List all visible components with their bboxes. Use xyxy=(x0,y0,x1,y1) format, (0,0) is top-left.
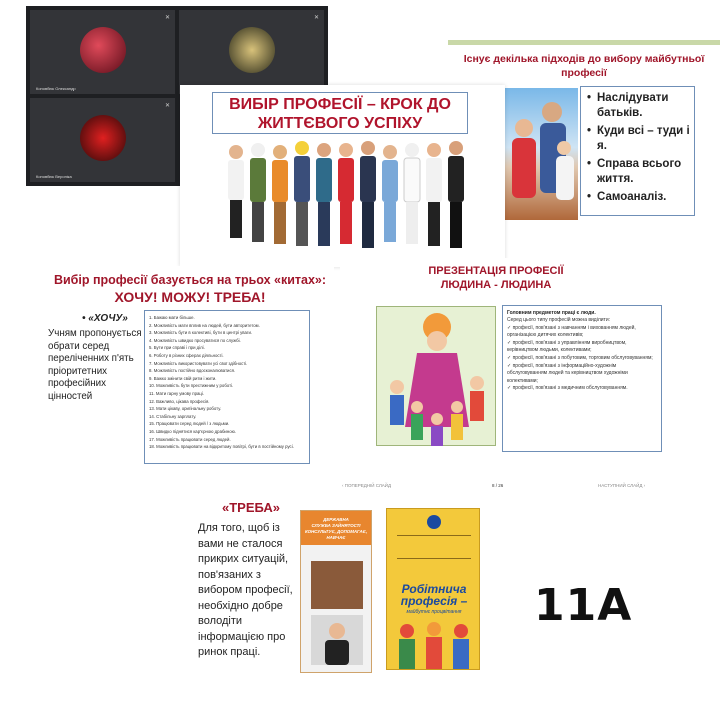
slide-career-choice-title: ВИБІР ПРОФЕСІЇ – КРОК ДО ЖИТТЄВОГО УСПІХУ xyxy=(212,92,468,134)
booklet-photo-woman xyxy=(311,615,363,665)
participant-tile[interactable] xyxy=(30,98,175,182)
hochu-label: «ХОЧУ» xyxy=(88,313,128,324)
slide-treba-title: «ТРЕБА» xyxy=(222,500,280,515)
value-item: 3. Можливість бути в колективі, бути в центрі уваги. xyxy=(149,330,253,336)
profession-type-item: ✓ професії, пов'язані з інформаційно-художнім обслуговуванням людей та керівництвом художніми колективами; xyxy=(507,362,628,384)
booklet-header xyxy=(301,511,371,545)
slide-counter: 8 / 26 xyxy=(492,483,504,488)
value-item: 12. Важливо, цікава професія. xyxy=(149,398,210,404)
value-item: 15. Працювати серед людей / з людьми. xyxy=(149,421,230,427)
ministry-emblem-icon xyxy=(427,515,441,529)
booklet-line: ДЕРЖАВНА xyxy=(323,517,349,522)
family-illustration xyxy=(504,88,578,220)
value-item: 14. Стабільну зарплату. xyxy=(149,413,197,419)
approaches-box xyxy=(580,86,695,216)
slide-top-bar xyxy=(448,40,720,45)
booklet-line: СЛУЖБА ЗАЙНЯТОСТІ xyxy=(311,523,361,528)
mic-muted-icon: ✕ xyxy=(313,15,319,21)
woman-illustration xyxy=(311,615,363,665)
worker-profession-booklet xyxy=(386,508,480,670)
slide-person-person-title xyxy=(380,264,612,292)
approach-item: • Самоаналіз. xyxy=(587,190,690,205)
employment-service-booklet xyxy=(300,510,372,673)
person-person-box xyxy=(502,305,662,452)
professions-people-photo xyxy=(222,138,468,258)
value-item: 2. Можливість мати вплив на людей, бути авторитетом. xyxy=(149,322,260,328)
next-slide-link[interactable]: НАСТУПНИЙ СЛАЙД › xyxy=(598,483,646,488)
value-item: 10. Можливість бути престижним у роботі. xyxy=(149,383,234,389)
value-item: 5. Бути при справі і при ділі. xyxy=(149,345,205,351)
approach-item: • Куди всі – туди і я. xyxy=(587,124,690,154)
profession-type-item: ✓ професії, пов'язані з медичним обслуговуванням. xyxy=(507,385,628,392)
profession-type-item: ✓ професії, пов'язані з побутовим, торговим обслуговуванням; xyxy=(507,354,653,361)
family-photo xyxy=(504,88,578,220)
value-item: 18. Можливість працювати на відкритому повітрі, бути в постійному русі. xyxy=(149,444,294,450)
booklet-photo-office xyxy=(311,561,363,609)
participant-avatar xyxy=(229,27,275,73)
approaches-list xyxy=(587,91,690,205)
participant-avatar xyxy=(80,115,126,161)
value-item: 17. Можливість працювати серед людей. xyxy=(149,436,231,442)
value-item: 7. Можливість використовувати усі свої здібності. xyxy=(149,360,248,366)
teacher-children-illustration xyxy=(376,306,496,446)
teacher-illustration xyxy=(377,307,497,447)
participant-tile[interactable] xyxy=(179,10,324,94)
profession-type-item: ✓ професії, пов'язані з управлінням виробництвом, керівництвом людьми, колективами; xyxy=(507,339,627,354)
value-item: 16. Швидко піднятися кар'єрною драбиною. xyxy=(149,428,236,434)
booklet-line: НАВЧАЄ xyxy=(326,535,346,540)
slide-treba-text: Для того, щоб із вами не сталося прикрих ситуацій, пов'язаних з вибором професії, необхідно добре володіти інформацією про ринок праці. xyxy=(198,522,293,658)
value-item: 4. Можливість швидко просуватися по службі. xyxy=(149,337,241,343)
participant-tile[interactable] xyxy=(30,10,175,94)
booklet-subtitle: майбутнє процвітання xyxy=(406,609,462,615)
mic-muted-icon: ✕ xyxy=(164,103,170,109)
participant-name: Коновбюк Вероніка xyxy=(36,174,72,179)
hochu-description: Учням пропонується обрати серед переліченних п'ять пріоритетних професійних цінностей xyxy=(48,328,142,402)
value-item: 8. Можливість постійно вдосконалюватися. xyxy=(149,368,236,374)
value-item: 13. Мати цікаву, оригінальну роботу. xyxy=(149,406,222,412)
title-line: ЛЮДИНА - ЛЮДИНА xyxy=(440,279,552,291)
participant-name: Коновбюк Олександр xyxy=(36,86,76,91)
approach-item: • Справа всього життя. xyxy=(587,157,690,187)
title-line: ПРЕЗЕНТАЦІЯ ПРОФЕСІЇ xyxy=(428,265,564,277)
slide-approaches-title: Існує декілька підходів до вибору майбутньої професії xyxy=(463,53,705,79)
booklet-line: КОНСУЛЬТУЄ, ДОПОМАГАЄ, xyxy=(304,529,368,534)
value-item: 9. Важко змінити свій ритм і жити. xyxy=(149,375,217,381)
approach-item: • Наслідувати батьків. xyxy=(587,91,690,121)
value-item: 6. Роботу в різних сферах діяльності. xyxy=(149,352,224,358)
mic-muted-icon: ✕ xyxy=(164,15,170,21)
booklet-title: Робітнича професія – xyxy=(400,582,468,608)
class-label: 11А xyxy=(534,580,633,631)
box-heading: Головним предметом праці є люди. xyxy=(507,310,596,316)
box-intro: Серед цього типу професій можна виділити: xyxy=(507,317,611,323)
booklet-header-lines xyxy=(397,535,471,559)
workers-illustration xyxy=(391,619,477,669)
prev-slide-link[interactable]: ‹ ПОПЕРЕДНІЙ СЛАЙД xyxy=(342,483,392,488)
values-list-box xyxy=(144,310,310,464)
participant-avatar xyxy=(80,27,126,73)
slide-three-whales-title xyxy=(50,272,330,306)
title-line: Вибір професії базується на трьох «китах»: xyxy=(53,273,327,287)
title-line: ХОЧУ! МОЖУ! ТРЕБА! xyxy=(114,289,266,305)
value-item: 11. Мати гарну умову праці. xyxy=(149,390,204,396)
hochu-bullet: • «ХОЧУ» xyxy=(82,313,128,324)
profession-type-item: ✓ професії, пов'язані з навчанням і вихованням людей, організацією дитячих колективів; xyxy=(507,324,636,339)
value-item: 1. Бажаю мати більше. xyxy=(149,315,195,320)
professions-illustration xyxy=(222,138,468,258)
